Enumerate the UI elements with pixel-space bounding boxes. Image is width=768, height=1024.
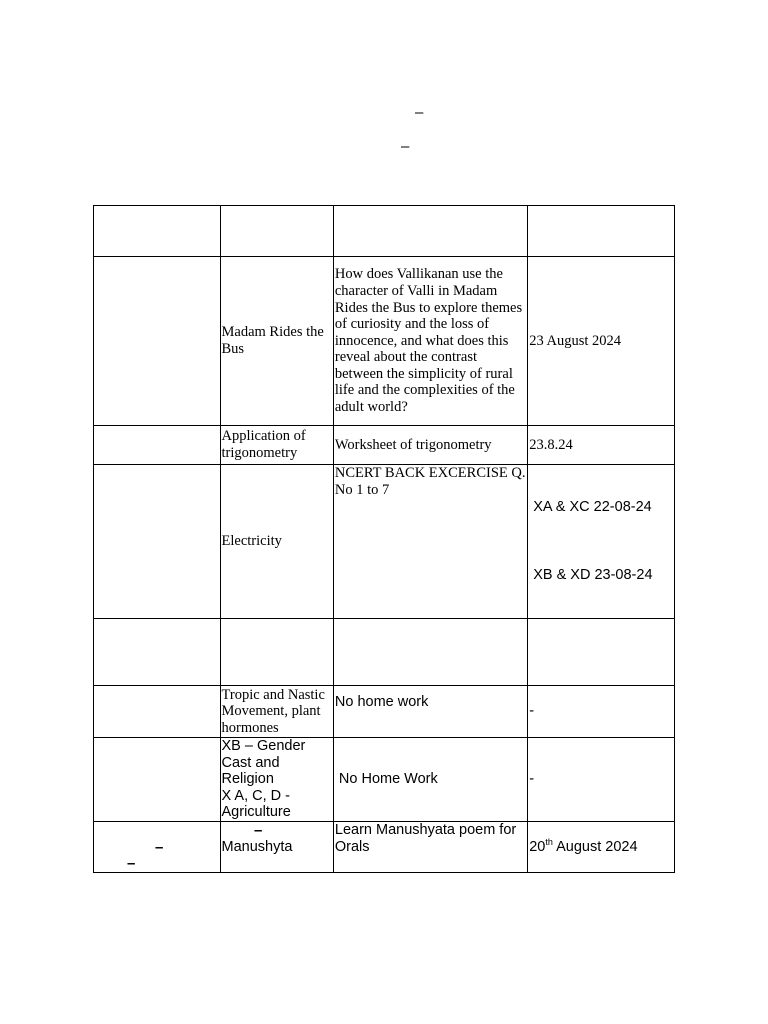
date-cell: 23 August 2024 bbox=[528, 257, 675, 426]
topic-cell: Manushyta bbox=[220, 822, 333, 873]
work-cell: No Home Work bbox=[333, 738, 527, 822]
topic-line: Agriculture bbox=[221, 804, 291, 821]
subject-cell bbox=[94, 426, 221, 465]
topic-cell: Application of trigonometry bbox=[220, 426, 333, 465]
work-cell bbox=[333, 619, 527, 686]
subject-cell bbox=[94, 465, 221, 619]
subject-cell bbox=[94, 257, 221, 426]
header-dash-1: – bbox=[415, 104, 424, 121]
work-cell: Worksheet of trigonometry bbox=[333, 426, 527, 465]
topic-cell: Madam Rides the Bus bbox=[220, 257, 333, 426]
table-row bbox=[94, 619, 675, 686]
date-rest: August 2024 bbox=[552, 838, 638, 855]
table-row bbox=[94, 686, 675, 738]
topic-cell bbox=[220, 738, 333, 822]
topic-cell: Tropic and Nastic Movement, plant hormones bbox=[220, 686, 333, 738]
date-cell bbox=[528, 822, 675, 873]
work-cell: NCERT BACK EXCERCISE Q. No 1 to 7 bbox=[333, 465, 527, 619]
table-row bbox=[94, 206, 675, 257]
footer-dash-1: – bbox=[254, 822, 263, 839]
date-cell bbox=[528, 465, 675, 619]
header-dash-2: – bbox=[401, 138, 410, 155]
topic-line: XB – Gender bbox=[221, 738, 306, 755]
topic-cell bbox=[220, 619, 333, 686]
date-day: 20 bbox=[529, 838, 546, 855]
footer-dash-3: – bbox=[127, 855, 136, 872]
date-cell: - bbox=[528, 738, 675, 822]
table-row bbox=[94, 822, 675, 873]
topic-cell: Electricity bbox=[220, 465, 333, 619]
subject-cell bbox=[94, 686, 221, 738]
work-cell bbox=[333, 206, 527, 257]
table-row bbox=[94, 465, 675, 619]
subject-cell bbox=[94, 738, 221, 822]
date-line-xa-xc: XA & XC 22-08-24 bbox=[529, 499, 652, 515]
date-cell: - bbox=[528, 686, 675, 738]
subject-cell bbox=[94, 206, 221, 257]
date-cell bbox=[528, 206, 675, 257]
date-line-xb-xd: XB & XD 23-08-24 bbox=[529, 567, 653, 583]
date-suffix: th bbox=[545, 836, 553, 847]
topic-cell bbox=[220, 206, 333, 257]
table-row bbox=[94, 257, 675, 426]
table-row bbox=[94, 738, 675, 822]
subject-cell bbox=[94, 619, 221, 686]
topic-line: X A, C, D - bbox=[221, 787, 291, 804]
topic-line: Cast and bbox=[221, 754, 280, 771]
date-cell bbox=[528, 619, 675, 686]
topic-line: Religion bbox=[221, 771, 274, 788]
footer-dash-2: – bbox=[155, 839, 164, 856]
homework-table bbox=[93, 205, 675, 873]
work-cell: Learn Manushyata poem for Orals bbox=[333, 822, 527, 873]
date-cell: 23.8.24 bbox=[528, 426, 675, 465]
work-cell: How does Vallikanan use the character of Valli in Madam Rides the Bus to explore themes of curiosity and the loss of innocence, and what does this reveal about the contrast between the simplicity of rural life and the complexities of the adult world? bbox=[333, 257, 527, 426]
table-row bbox=[94, 426, 675, 465]
work-cell: No home work bbox=[333, 686, 527, 738]
